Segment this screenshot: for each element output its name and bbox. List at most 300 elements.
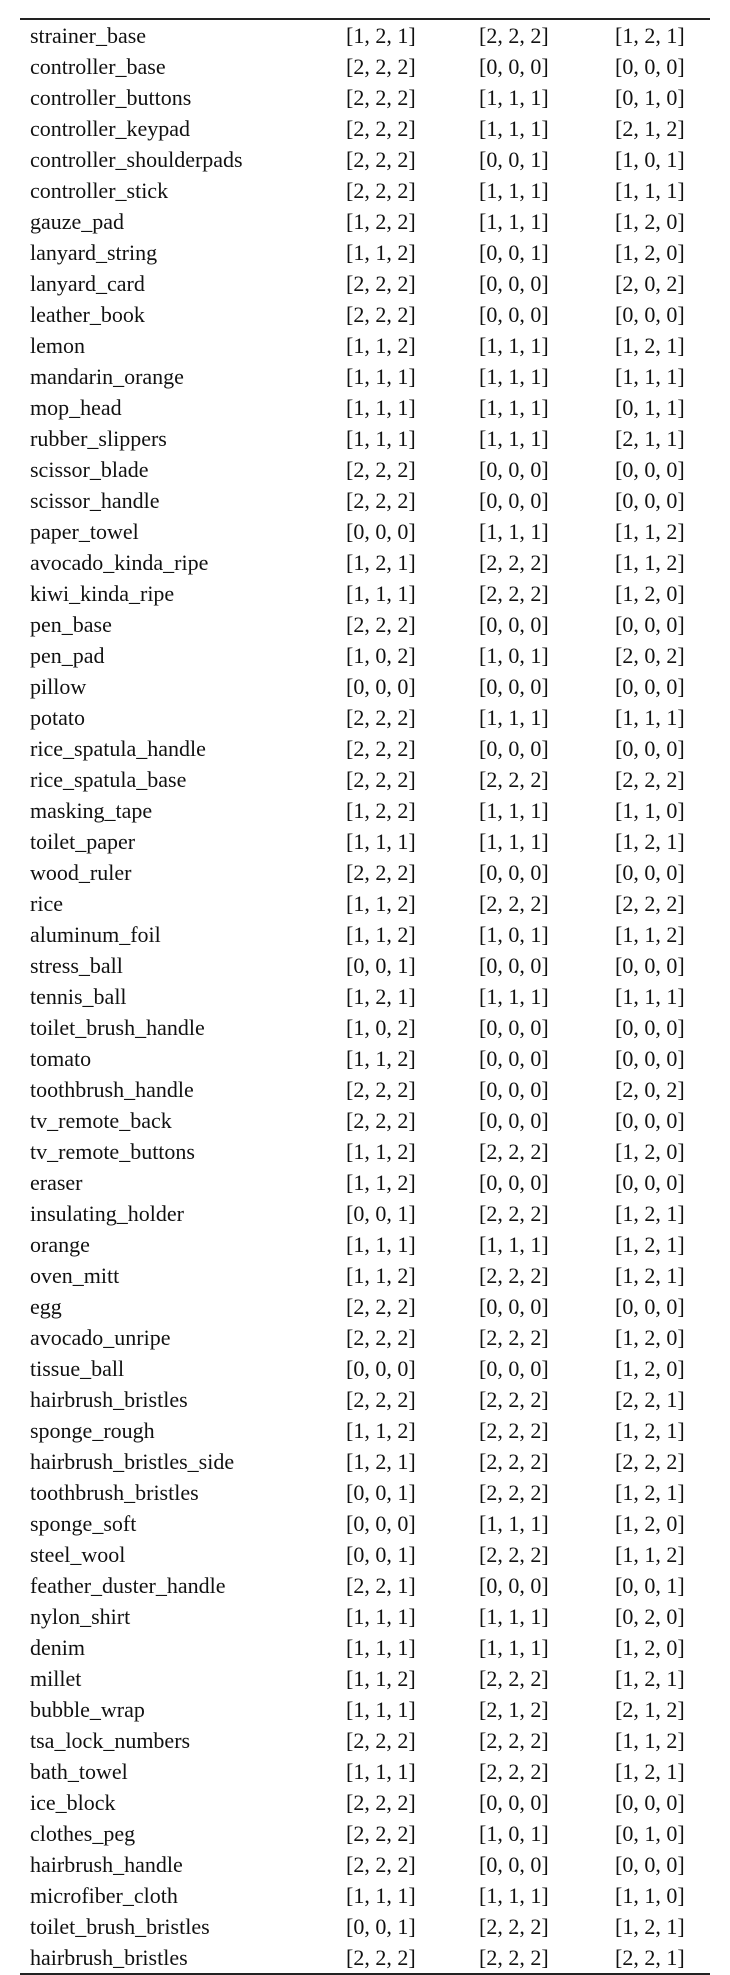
cell-value-3: [2, 1, 2] [615, 1697, 685, 1722]
cell-value-3: [0, 0, 0] [615, 736, 685, 761]
table-row [20, 1911, 720, 1942]
cell-value-2: [0, 0, 0] [479, 1852, 549, 1877]
cell-value-2: [1, 1, 1] [479, 798, 549, 823]
cell-value-1: [1, 1, 1] [346, 395, 416, 420]
table-row [20, 516, 720, 547]
cell-value-1: [2, 2, 2] [346, 1108, 416, 1133]
cell-object-name: controller_keypad [30, 116, 191, 141]
cell-value-1: [1, 0, 2] [346, 643, 416, 668]
cell-value-1: [1, 1, 1] [346, 1883, 416, 1908]
cell-object-name: hairbrush_bristles [30, 1945, 188, 1970]
cell-value-2: [1, 1, 1] [479, 705, 549, 730]
cell-object-name: tennis_ball [30, 984, 127, 1009]
cell-value-2: [1, 1, 1] [479, 1635, 549, 1660]
cell-object-name: bath_towel [30, 1759, 128, 1784]
table-row [20, 82, 720, 113]
cell-value-2: [2, 1, 2] [479, 1697, 549, 1722]
cell-value-3: [1, 1, 1] [615, 364, 685, 389]
table-row [20, 640, 720, 671]
table-row [20, 1043, 720, 1074]
cell-object-name: lanyard_card [30, 271, 145, 296]
cell-value-3: [0, 0, 0] [615, 612, 685, 637]
table-row [20, 1818, 720, 1849]
cell-object-name: rice_spatula_handle [30, 736, 206, 761]
table-row [20, 547, 720, 578]
cell-value-1: [1, 1, 2] [346, 1666, 416, 1691]
cell-value-2: [1, 1, 1] [479, 829, 549, 854]
cell-value-3: [1, 2, 1] [615, 23, 685, 48]
cell-value-1: [1, 1, 2] [346, 1170, 416, 1195]
cell-value-1: [2, 2, 2] [346, 860, 416, 885]
cell-value-3: [0, 1, 0] [615, 1821, 685, 1846]
cell-value-1: [0, 0, 1] [346, 1480, 416, 1505]
table-row [20, 1849, 720, 1880]
table-row [20, 1322, 720, 1353]
cell-value-1: [2, 2, 2] [346, 302, 416, 327]
cell-value-3: [1, 1, 0] [615, 798, 685, 823]
cell-value-3: [1, 1, 0] [615, 1883, 685, 1908]
cell-value-2: [1, 1, 1] [479, 426, 549, 451]
cell-object-name: tissue_ball [30, 1356, 125, 1381]
cell-value-2: [0, 0, 0] [479, 1294, 549, 1319]
cell-value-2: [1, 1, 1] [479, 1883, 549, 1908]
cell-value-2: [2, 2, 2] [479, 1325, 549, 1350]
cell-value-2: [2, 2, 2] [479, 1139, 549, 1164]
cell-value-1: [2, 2, 2] [346, 1945, 416, 1970]
cell-value-2: [2, 2, 2] [479, 1728, 549, 1753]
cell-object-name: potato [30, 705, 85, 730]
cell-value-3: [1, 2, 1] [615, 1263, 685, 1288]
cell-object-name: stress_ball [30, 953, 123, 978]
cell-object-name: controller_buttons [30, 85, 192, 110]
cell-value-3: [1, 2, 1] [615, 333, 685, 358]
cell-value-1: [2, 2, 2] [346, 85, 416, 110]
cell-value-2: [1, 1, 1] [479, 395, 549, 420]
cell-value-2: [0, 0, 1] [479, 147, 549, 172]
cell-value-2: [0, 0, 1] [479, 240, 549, 265]
cell-object-name: scissor_blade [30, 457, 149, 482]
cell-value-3: [1, 2, 0] [615, 1139, 685, 1164]
cell-object-name: pillow [30, 674, 87, 699]
cell-object-name: nylon_shirt [30, 1604, 131, 1629]
table-row [20, 888, 720, 919]
cell-object-name: orange [30, 1232, 90, 1257]
cell-value-2: [1, 1, 1] [479, 1511, 549, 1536]
cell-object-name: tv_remote_back [30, 1108, 172, 1133]
cell-object-name: kiwi_kinda_ripe [30, 581, 175, 606]
cell-value-1: [1, 1, 2] [346, 1418, 416, 1443]
cell-value-2: [2, 2, 2] [479, 1263, 549, 1288]
table-row [20, 237, 720, 268]
cell-value-1: [0, 0, 1] [346, 1201, 416, 1226]
cell-value-1: [2, 2, 2] [346, 147, 416, 172]
cell-value-3: [1, 1, 2] [615, 1542, 685, 1567]
cell-object-name: aluminum_foil [30, 922, 161, 947]
cell-value-3: [0, 2, 0] [615, 1604, 685, 1629]
cell-value-1: [1, 2, 1] [346, 550, 416, 575]
cell-object-name: avocado_kinda_ripe [30, 550, 209, 575]
cell-value-1: [2, 2, 2] [346, 54, 416, 79]
cell-value-1: [1, 2, 2] [346, 798, 416, 823]
cell-object-name: masking_tape [30, 798, 153, 823]
cell-value-3: [0, 1, 1] [615, 395, 685, 420]
table-row [20, 764, 720, 795]
cell-value-1: [2, 2, 2] [346, 736, 416, 761]
cell-value-1: [2, 2, 2] [346, 1821, 416, 1846]
cell-value-1: [2, 2, 2] [346, 705, 416, 730]
table-row [20, 1694, 720, 1725]
cell-value-1: [1, 1, 1] [346, 364, 416, 389]
table-row [20, 1074, 720, 1105]
cell-value-1: [0, 0, 0] [346, 674, 416, 699]
cell-value-1: [1, 1, 1] [346, 1604, 416, 1629]
cell-value-3: [1, 2, 1] [615, 1418, 685, 1443]
table-row [20, 1167, 720, 1198]
table-row [20, 671, 720, 702]
table-row [20, 733, 720, 764]
cell-object-name: toothbrush_bristles [30, 1480, 199, 1505]
cell-value-1: [1, 1, 1] [346, 1759, 416, 1784]
cell-value-3: [2, 2, 1] [615, 1945, 685, 1970]
table-row [20, 1136, 720, 1167]
table-row [20, 1725, 720, 1756]
cell-value-2: [2, 2, 2] [479, 1418, 549, 1443]
cell-value-2: [2, 2, 2] [479, 581, 549, 606]
cell-value-1: [1, 1, 2] [346, 333, 416, 358]
cell-value-1: [1, 1, 1] [346, 1635, 416, 1660]
cell-value-2: [1, 1, 1] [479, 519, 549, 544]
cell-value-2: [2, 2, 2] [479, 1449, 549, 1474]
cell-value-3: [1, 2, 1] [615, 1759, 685, 1784]
cell-value-3: [0, 0, 0] [615, 1170, 685, 1195]
cell-value-2: [1, 1, 1] [479, 1232, 549, 1257]
cell-value-1: [1, 1, 1] [346, 1232, 416, 1257]
table-row [20, 1477, 720, 1508]
table-row [20, 1105, 720, 1136]
table-row [20, 1632, 720, 1663]
cell-value-3: [0, 0, 0] [615, 1015, 685, 1040]
cell-object-name: denim [30, 1635, 85, 1660]
cell-object-name: lanyard_string [30, 240, 158, 265]
cell-value-3: [0, 0, 0] [615, 1294, 685, 1319]
table-row [20, 206, 720, 237]
cell-value-3: [0, 0, 0] [615, 953, 685, 978]
cell-object-name: clothes_peg [30, 1821, 136, 1846]
table-row [20, 175, 720, 206]
table-row [20, 1756, 720, 1787]
cell-value-2: [0, 0, 0] [479, 1108, 549, 1133]
cell-value-2: [1, 1, 1] [479, 984, 549, 1009]
cell-object-name: wood_ruler [30, 860, 132, 885]
cell-value-3: [2, 0, 2] [615, 271, 685, 296]
table-row [20, 51, 720, 82]
table-row [20, 1787, 720, 1818]
table-row [20, 1942, 720, 1973]
cell-value-2: [2, 2, 2] [479, 1914, 549, 1939]
cell-object-name: hairbrush_bristles [30, 1387, 188, 1412]
cell-value-3: [1, 2, 1] [615, 1201, 685, 1226]
cell-value-1: [1, 1, 2] [346, 1046, 416, 1071]
cell-value-2: [0, 0, 0] [479, 457, 549, 482]
cell-value-1: [1, 2, 1] [346, 1449, 416, 1474]
cell-value-3: [2, 0, 2] [615, 1077, 685, 1102]
cell-value-3: [1, 2, 0] [615, 209, 685, 234]
cell-value-1: [0, 0, 1] [346, 1542, 416, 1567]
table-row [20, 1260, 720, 1291]
cell-object-name: hairbrush_handle [30, 1852, 183, 1877]
cell-object-name: feather_duster_handle [30, 1573, 226, 1598]
cell-object-name: controller_shoulderpads [30, 147, 243, 172]
table-row [20, 20, 720, 51]
cell-value-3: [1, 2, 0] [615, 240, 685, 265]
cell-object-name: sponge_soft [30, 1511, 137, 1536]
table-row [20, 1198, 720, 1229]
cell-object-name: tv_remote_buttons [30, 1139, 195, 1164]
table-row [20, 454, 720, 485]
table-row [20, 857, 720, 888]
table-row [20, 330, 720, 361]
cell-value-2: [2, 2, 2] [479, 767, 549, 792]
cell-value-3: [1, 2, 0] [615, 1635, 685, 1660]
cell-value-2: [2, 2, 2] [479, 550, 549, 575]
cell-value-1: [1, 1, 1] [346, 581, 416, 606]
table-row [20, 392, 720, 423]
cell-value-2: [2, 2, 2] [479, 1480, 549, 1505]
table-row [20, 1384, 720, 1415]
cell-value-3: [1, 1, 1] [615, 178, 685, 203]
cell-value-3: [1, 2, 0] [615, 1511, 685, 1536]
cell-object-name: toilet_paper [30, 829, 136, 854]
cell-object-name: hairbrush_bristles_side [30, 1449, 235, 1474]
cell-value-3: [2, 1, 2] [615, 116, 685, 141]
cell-object-name: millet [30, 1666, 82, 1691]
table-row [20, 1229, 720, 1260]
table-row [20, 1601, 720, 1632]
cell-value-2: [1, 0, 1] [479, 1821, 549, 1846]
cell-value-2: [0, 0, 0] [479, 1573, 549, 1598]
cell-value-1: [2, 2, 2] [346, 1852, 416, 1877]
table-body [20, 20, 720, 1973]
cell-value-3: [2, 2, 2] [615, 891, 685, 916]
cell-value-1: [2, 2, 2] [346, 1728, 416, 1753]
cell-object-name: controller_stick [30, 178, 169, 203]
cell-value-2: [1, 1, 1] [479, 1604, 549, 1629]
cell-value-3: [0, 0, 0] [615, 302, 685, 327]
cell-value-3: [1, 0, 1] [615, 147, 685, 172]
table-row [20, 578, 720, 609]
cell-value-1: [2, 2, 2] [346, 1294, 416, 1319]
cell-value-1: [2, 2, 1] [346, 1573, 416, 1598]
cell-value-1: [1, 1, 1] [346, 1697, 416, 1722]
table-row [20, 609, 720, 640]
cell-value-3: [0, 0, 0] [615, 1108, 685, 1133]
table-row [20, 144, 720, 175]
cell-value-2: [1, 1, 1] [479, 116, 549, 141]
cell-value-3: [2, 2, 2] [615, 767, 685, 792]
cell-object-name: toothbrush_handle [30, 1077, 194, 1102]
cell-value-1: [1, 2, 2] [346, 209, 416, 234]
cell-value-2: [1, 0, 1] [479, 643, 549, 668]
cell-value-3: [0, 0, 0] [615, 488, 685, 513]
table-row [20, 1880, 720, 1911]
cell-value-1: [2, 2, 2] [346, 457, 416, 482]
cell-value-2: [1, 1, 1] [479, 333, 549, 358]
cell-value-3: [0, 1, 0] [615, 85, 685, 110]
cell-value-2: [0, 0, 0] [479, 860, 549, 885]
cell-value-2: [2, 2, 2] [479, 23, 549, 48]
table-row [20, 950, 720, 981]
cell-value-1: [1, 2, 1] [346, 23, 416, 48]
table-row [20, 1353, 720, 1384]
cell-object-name: strainer_base [30, 23, 147, 48]
table-row [20, 919, 720, 950]
cell-value-3: [2, 1, 1] [615, 426, 685, 451]
table-row [20, 113, 720, 144]
cell-value-1: [2, 2, 2] [346, 767, 416, 792]
table-grid [20, 20, 720, 1973]
table-row [20, 1012, 720, 1043]
cell-value-1: [2, 2, 2] [346, 612, 416, 637]
cell-value-3: [1, 2, 0] [615, 1325, 685, 1350]
cell-value-3: [1, 1, 2] [615, 1728, 685, 1753]
cell-object-name: oven_mitt [30, 1263, 120, 1288]
table-row [20, 423, 720, 454]
cell-value-2: [0, 0, 0] [479, 1790, 549, 1815]
cell-value-2: [1, 1, 1] [479, 178, 549, 203]
cell-object-name: controller_base [30, 54, 166, 79]
cell-object-name: paper_towel [30, 519, 139, 544]
table-row [20, 1570, 720, 1601]
cell-value-1: [1, 1, 2] [346, 891, 416, 916]
cell-object-name: avocado_unripe [30, 1325, 171, 1350]
cell-value-2: [1, 0, 1] [479, 922, 549, 947]
cell-value-1: [1, 1, 1] [346, 829, 416, 854]
table-row [20, 268, 720, 299]
cell-value-2: [0, 0, 0] [479, 54, 549, 79]
cell-object-name: mandarin_orange [30, 364, 184, 389]
cell-value-1: [1, 0, 2] [346, 1015, 416, 1040]
table-row [20, 795, 720, 826]
cell-value-1: [0, 0, 0] [346, 1511, 416, 1536]
table-row [20, 1446, 720, 1477]
cell-object-name: scissor_handle [30, 488, 160, 513]
cell-value-1: [1, 1, 2] [346, 240, 416, 265]
cell-object-name: toilet_brush_bristles [30, 1914, 210, 1939]
table-row [20, 981, 720, 1012]
cell-object-name: bubble_wrap [30, 1697, 145, 1722]
cell-value-3: [1, 1, 2] [615, 550, 685, 575]
cell-value-2: [0, 0, 0] [479, 1015, 549, 1040]
cell-value-2: [0, 0, 0] [479, 1046, 549, 1071]
cell-object-name: sponge_rough [30, 1418, 155, 1443]
cell-value-2: [1, 1, 1] [479, 364, 549, 389]
cell-value-1: [1, 2, 1] [346, 984, 416, 1009]
cell-value-2: [2, 2, 2] [479, 1542, 549, 1567]
cell-value-3: [2, 2, 2] [615, 1449, 685, 1474]
cell-value-3: [1, 2, 0] [615, 581, 685, 606]
cell-value-3: [1, 1, 1] [615, 705, 685, 730]
cell-value-2: [1, 1, 1] [479, 85, 549, 110]
cell-object-name: pen_base [30, 612, 112, 637]
cell-value-2: [2, 2, 2] [479, 1666, 549, 1691]
cell-value-3: [1, 1, 2] [615, 519, 685, 544]
table-row [20, 361, 720, 392]
cell-object-name: rubber_slippers [30, 426, 167, 451]
cell-object-name: insulating_holder [30, 1201, 184, 1226]
cell-object-name: eraser [30, 1170, 83, 1195]
cell-object-name: rice [30, 891, 63, 916]
cell-value-1: [2, 2, 2] [346, 1325, 416, 1350]
cell-value-2: [0, 0, 0] [479, 488, 549, 513]
cell-value-1: [2, 2, 2] [346, 271, 416, 296]
cell-value-2: [2, 2, 2] [479, 1945, 549, 1970]
cell-value-3: [1, 2, 1] [615, 1480, 685, 1505]
cell-value-2: [0, 0, 0] [479, 1077, 549, 1102]
cell-object-name: leather_book [30, 302, 145, 327]
cell-object-name: tsa_lock_numbers [30, 1728, 191, 1753]
cell-value-1: [1, 1, 2] [346, 1263, 416, 1288]
cell-object-name: egg [30, 1294, 62, 1319]
cell-value-1: [0, 0, 1] [346, 1914, 416, 1939]
cell-value-1: [2, 2, 2] [346, 488, 416, 513]
cell-object-name: lemon [30, 333, 85, 358]
table-row [20, 1415, 720, 1446]
cell-value-3: [0, 0, 1] [615, 1573, 685, 1598]
cell-value-3: [1, 2, 1] [615, 829, 685, 854]
cell-object-name: mop_head [30, 395, 122, 420]
cell-value-2: [1, 1, 1] [479, 209, 549, 234]
cell-value-2: [0, 0, 0] [479, 1170, 549, 1195]
cell-value-1: [1, 1, 2] [346, 922, 416, 947]
table-row [20, 826, 720, 857]
cell-value-3: [1, 2, 0] [615, 1356, 685, 1381]
cell-value-2: [0, 0, 0] [479, 1356, 549, 1381]
cell-value-2: [2, 2, 2] [479, 1387, 549, 1412]
cell-value-2: [0, 0, 0] [479, 674, 549, 699]
cell-value-1: [2, 2, 2] [346, 1077, 416, 1102]
cell-value-3: [1, 1, 1] [615, 984, 685, 1009]
cell-value-1: [2, 2, 2] [346, 1790, 416, 1815]
cell-object-name: ice_block [30, 1790, 116, 1815]
table-row [20, 1663, 720, 1694]
cell-value-2: [0, 0, 0] [479, 736, 549, 761]
cell-value-1: [0, 0, 1] [346, 953, 416, 978]
table-row [20, 299, 720, 330]
table-row [20, 1539, 720, 1570]
cell-value-1: [1, 1, 1] [346, 426, 416, 451]
cell-value-3: [0, 0, 0] [615, 54, 685, 79]
cell-value-3: [0, 0, 0] [615, 1852, 685, 1877]
cell-value-3: [0, 0, 0] [615, 860, 685, 885]
cell-value-3: [1, 1, 2] [615, 922, 685, 947]
cell-value-1: [2, 2, 2] [346, 178, 416, 203]
table-row [20, 1291, 720, 1322]
cell-object-name: microfiber_cloth [30, 1883, 178, 1908]
cell-value-1: [0, 0, 0] [346, 519, 416, 544]
cell-object-name: pen_pad [30, 643, 105, 668]
cell-value-2: [0, 0, 0] [479, 302, 549, 327]
cell-object-name: tomato [30, 1046, 92, 1071]
cell-value-3: [0, 0, 0] [615, 1790, 685, 1815]
cell-value-1: [2, 2, 2] [346, 116, 416, 141]
cell-value-3: [0, 0, 0] [615, 1046, 685, 1071]
cell-value-2: [2, 2, 2] [479, 1759, 549, 1784]
cell-value-2: [2, 2, 2] [479, 1201, 549, 1226]
cell-value-2: [0, 0, 0] [479, 612, 549, 637]
cell-value-3: [1, 2, 1] [615, 1914, 685, 1939]
table-row [20, 1508, 720, 1539]
cell-value-3: [2, 2, 1] [615, 1387, 685, 1412]
